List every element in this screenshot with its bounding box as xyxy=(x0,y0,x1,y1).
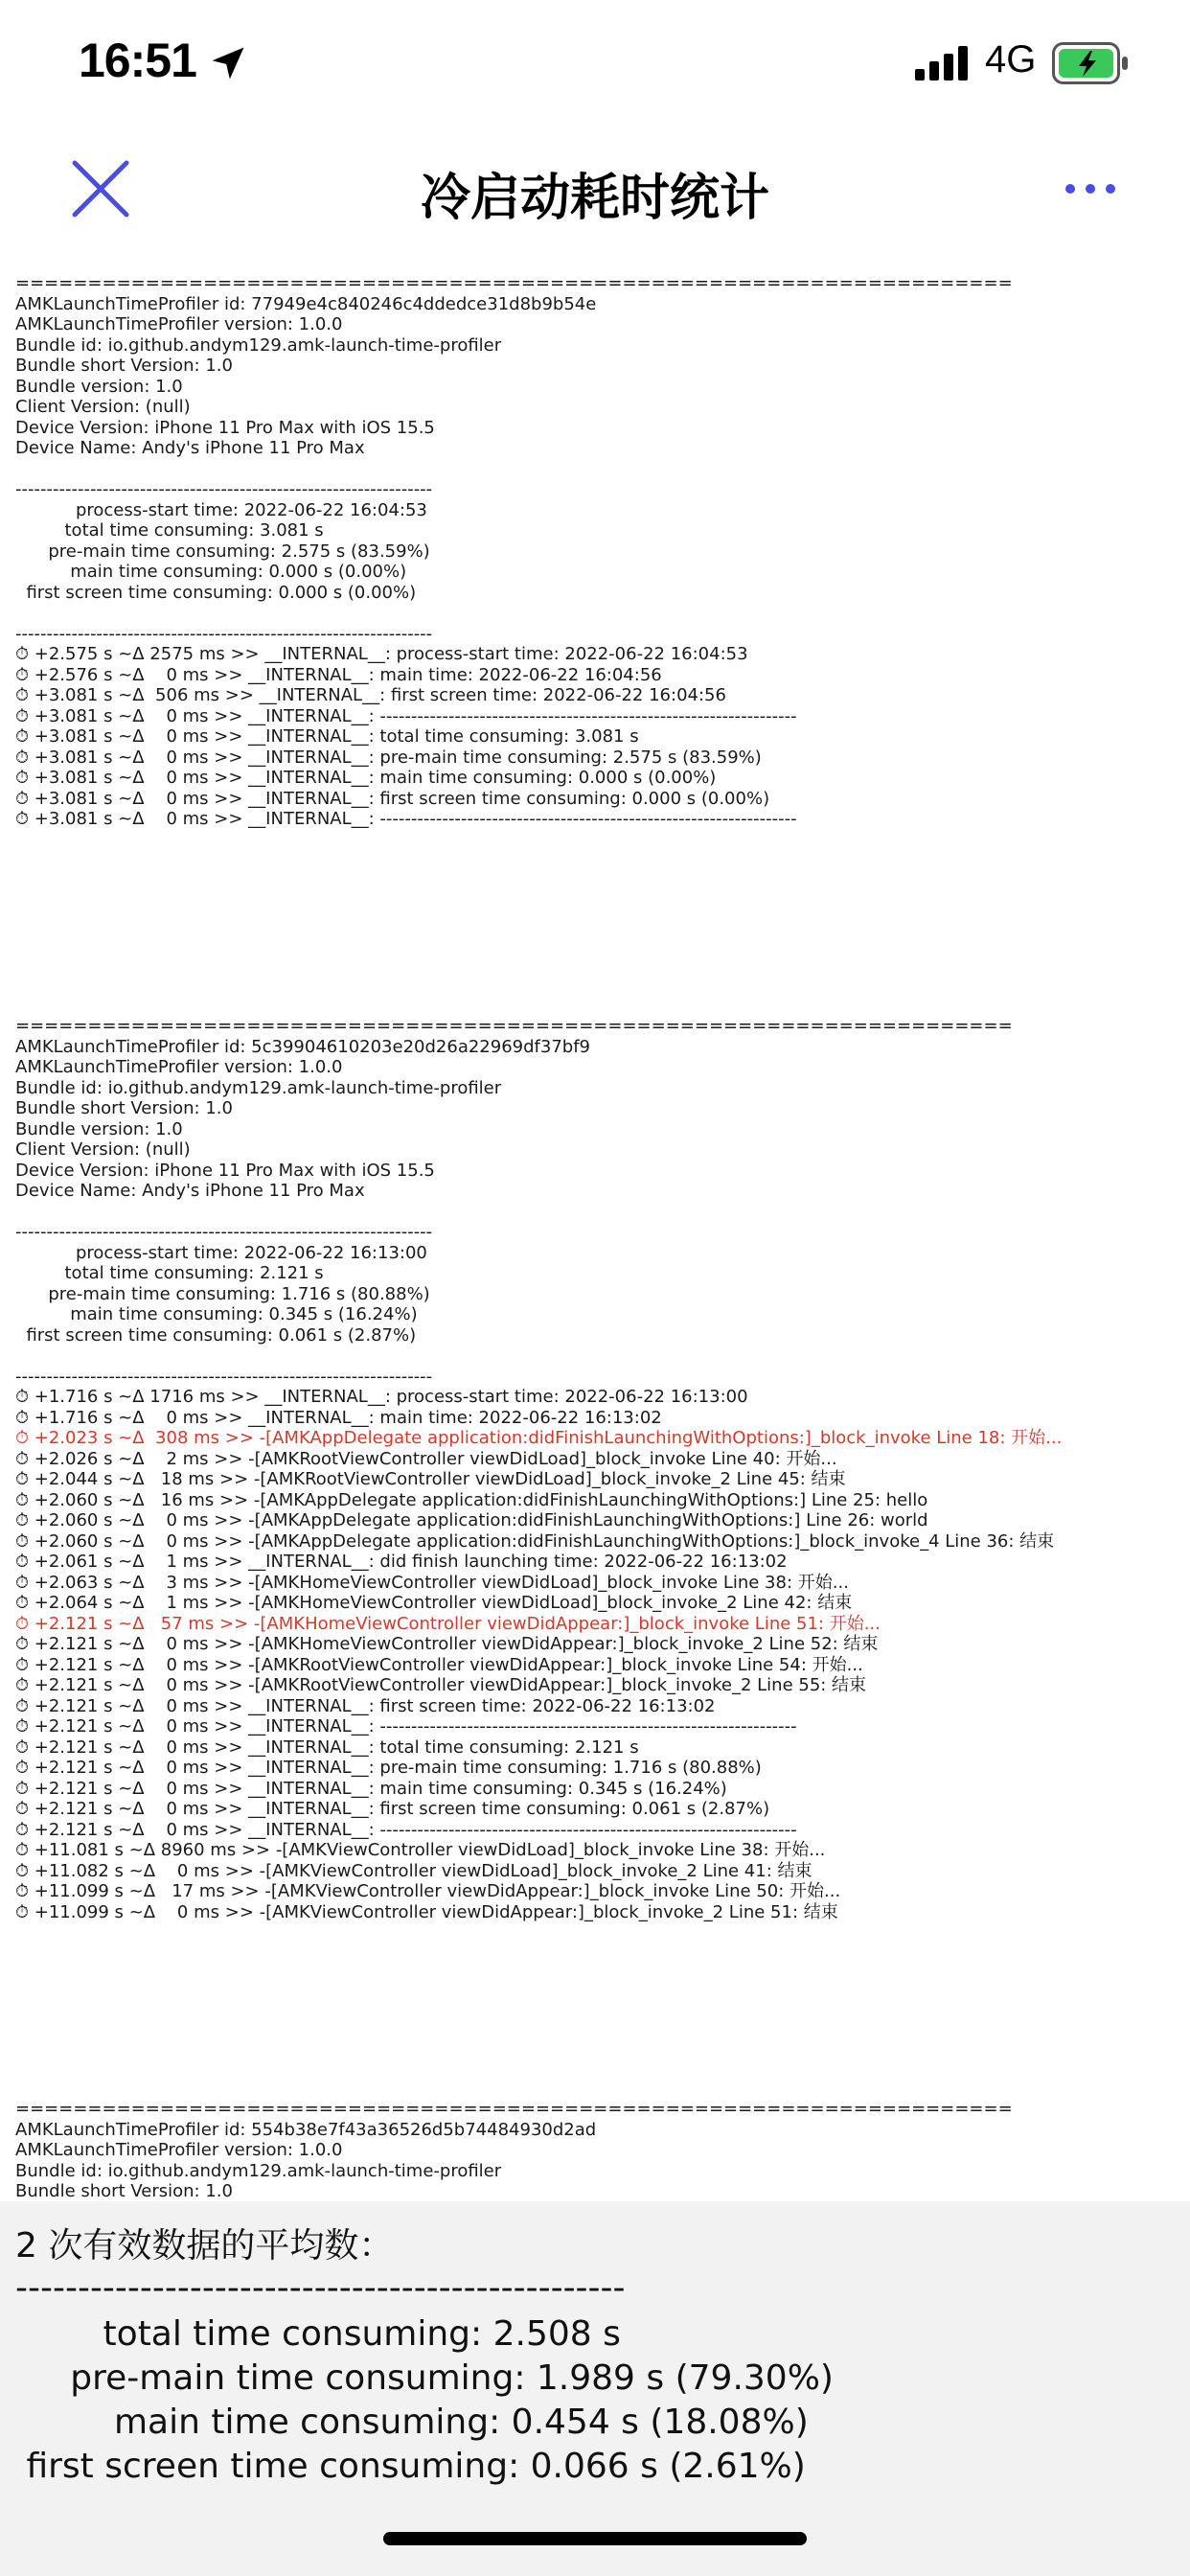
log-line: ⏱ +3.081 s ~Δ 506 ms >> __INTERNAL__: first screen time: 2022-06-22 16:04:56 xyxy=(15,685,726,705)
log-line: ===================================================================== xyxy=(15,1016,1013,1036)
log-line: ⏱ +2.121 s ~Δ 0 ms >> __INTERNAL__: pre-main time consuming: 1.716 s (80.88%) xyxy=(15,1758,762,1778)
log-line: ⏱ +2.026 s ~Δ 2 ms >> -[AMKRootViewController viewDidLoad]_block_invoke Line 40: 开始... xyxy=(15,1448,837,1469)
log-line: ⏱ +2.121 s ~Δ 0 ms >> __INTERNAL__: ------------------------------------------------------------------- xyxy=(15,1819,797,1840)
log-line: Device Version: iPhone 11 Pro Max with iOS 15.5 xyxy=(15,417,435,438)
log-line: ⏱ +11.081 s ~Δ 8960 ms >> -[AMKViewController viewDidLoad]_block_invoke Line 38: 开始... xyxy=(15,1840,826,1860)
log-line: ⏱ +2.121 s ~Δ 0 ms >> __INTERNAL__: first screen time: 2022-06-22 16:13:02 xyxy=(15,1695,716,1716)
network-type-label: 4G xyxy=(985,38,1037,80)
log-line xyxy=(15,459,1184,480)
log-line: ⏱ +3.081 s ~Δ 0 ms >> __INTERNAL__: ------------------------------------------------------------------- xyxy=(15,705,797,726)
summary-divider: ------------------------------------------------- xyxy=(15,2268,626,2308)
log-line: ⏱ +3.081 s ~Δ 0 ms >> __INTERNAL__: ------------------------------------------------------------------- xyxy=(15,809,797,829)
log-line: ⏱ +2.121 s ~Δ 0 ms >> __INTERNAL__: first screen time consuming: 0.061 s (2.87%) xyxy=(15,1799,770,1819)
log-line: Client Version: (null) xyxy=(15,1139,191,1160)
log-line: ⏱ +2.064 s ~Δ 1 ms >> -[AMKHomeViewController viewDidLoad]_block_invoke_2 Line 42: 结束 xyxy=(15,1593,853,1613)
log-line: Client Version: (null) xyxy=(15,397,191,417)
log-line: first screen time consuming: 0.000 s (0.00%) xyxy=(15,582,417,603)
summary-pre-main-time: pre-main time consuming: 1.989 s (79.30%) xyxy=(15,2358,834,2398)
log-line: AMKLaunchTimeProfiler version: 1.0.0 xyxy=(15,1057,343,1077)
log-line: ⏱ +2.121 s ~Δ 0 ms >> -[AMKRootViewController viewDidAppear:]_block_invoke_2 Line 55: 结束 xyxy=(15,1675,867,1695)
status-bar xyxy=(0,0,1190,125)
log-line: ------------------------------------------------------------------- xyxy=(15,1366,433,1387)
log-line: ⏱ +3.081 s ~Δ 0 ms >> __INTERNAL__: total time consuming: 3.081 s xyxy=(15,726,639,747)
log-line: AMKLaunchTimeProfiler id: 5c39904610203e20d26a22969df37bf9 xyxy=(15,1036,590,1057)
log-block xyxy=(15,1016,1184,1922)
log-line: process-start time: 2022-06-22 16:13:00 xyxy=(15,1242,427,1263)
log-line: main time consuming: 0.345 s (16.24%) xyxy=(15,1304,418,1324)
more-button[interactable] xyxy=(1062,159,1119,217)
summary-total-time: total time consuming: 2.508 s xyxy=(15,2314,621,2354)
log-line: ------------------------------------------------------------------- xyxy=(15,479,433,499)
summary-panel xyxy=(0,2201,1190,2576)
log-line: ⏱ +11.099 s ~Δ 17 ms >> -[AMKViewController viewDidAppear:]_block_invoke Line 50: 开始... xyxy=(15,1881,841,1901)
log-line: ===================================================================== xyxy=(15,273,1013,293)
log-line: pre-main time consuming: 2.575 s (83.59%) xyxy=(15,540,430,562)
log-line: process-start time: 2022-06-22 16:04:53 xyxy=(15,499,427,520)
log-line: ⏱ +3.081 s ~Δ 0 ms >> __INTERNAL__: first screen time consuming: 0.000 s (0.00%) xyxy=(15,788,770,809)
status-time: 16:51 xyxy=(79,34,196,87)
log-line: ⏱ +2.121 s ~Δ 0 ms >> __INTERNAL__: main time consuming: 0.345 s (16.24%) xyxy=(15,1778,727,1799)
log-block xyxy=(15,2099,1184,2201)
home-indicator[interactable] xyxy=(383,2532,807,2545)
log-line: ⏱ +2.121 s ~Δ 57 ms >> -[AMKHomeViewController viewDidAppear:]_block_invoke Line 51: 开始... xyxy=(15,1613,881,1634)
log-line: ⏱ +1.716 s ~Δ 0 ms >> __INTERNAL__: main time: 2022-06-22 16:13:02 xyxy=(15,1407,662,1428)
log-line: ⏱ +1.716 s ~Δ 1716 ms >> __INTERNAL__: process-start time: 2022-06-22 16:13:00 xyxy=(15,1387,748,1407)
log-line: AMKLaunchTimeProfiler id: 77949e4c840246c4ddedce31d8b9b54e xyxy=(15,293,597,314)
cellular-signal-icon xyxy=(915,46,969,80)
summary-main-time: main time consuming: 0.454 s (18.08%) xyxy=(15,2403,809,2442)
log-line: Device Name: Andy's iPhone 11 Pro Max xyxy=(15,1181,365,1201)
log-line: Bundle short Version: 1.0 xyxy=(15,2181,233,2201)
log-line: ⏱ +2.121 s ~Δ 0 ms >> -[AMKRootViewController viewDidAppear:]_block_invoke Line 54: 开始... xyxy=(15,1654,863,1675)
log-line: ⏱ +2.575 s ~Δ 2575 ms >> __INTERNAL__: process-start time: 2022-06-22 16:04:53 xyxy=(15,644,748,664)
log-line: ⏱ +2.044 s ~Δ 18 ms >> -[AMKRootViewController viewDidLoad]_block_invoke_2 Line 45: 结束 xyxy=(15,1469,846,1489)
log-line: ⏱ +2.063 s ~Δ 3 ms >> -[AMKHomeViewController viewDidLoad]_block_invoke Line 38: 开始... xyxy=(15,1572,849,1593)
log-line: ⏱ +2.061 s ~Δ 1 ms >> __INTERNAL__: did finish launching time: 2022-06-22 16:13:02 xyxy=(15,1552,788,1572)
log-line: ⏱ +3.081 s ~Δ 0 ms >> __INTERNAL__: main time consuming: 0.000 s (0.00%) xyxy=(15,768,717,788)
log-line: Bundle version: 1.0 xyxy=(15,376,183,397)
location-arrow-icon xyxy=(207,42,249,84)
log-line: ⏱ +2.121 s ~Δ 0 ms >> __INTERNAL__: ------------------------------------------------------------------- xyxy=(15,1716,797,1736)
page-title: 冷启动耗时统计 xyxy=(420,170,769,227)
log-line xyxy=(15,1202,1184,1223)
log-line: Bundle version: 1.0 xyxy=(15,1118,183,1139)
log-line: ⏱ +2.060 s ~Δ 0 ms >> -[AMKAppDelegate application:didFinishLaunchingWithOptions:]_block_invoke_4 Line 36: 结束 xyxy=(15,1530,1055,1552)
log-line: pre-main time consuming: 1.716 s (80.88%) xyxy=(15,1283,430,1304)
log-line: AMKLaunchTimeProfiler id: 554b38e7f43a36526d5b74484930d2ad xyxy=(15,2119,597,2140)
log-line: ⏱ +2.060 s ~Δ 16 ms >> -[AMKAppDelegate application:didFinishLaunchingWithOptions:] Line 25: hello xyxy=(15,1489,928,1510)
log-line: Bundle short Version: 1.0 xyxy=(15,1098,233,1118)
log-line: total time consuming: 3.081 s xyxy=(15,520,324,540)
log-line: main time consuming: 0.000 s (0.00%) xyxy=(15,562,407,582)
log-line: ⏱ +11.082 s ~Δ 0 ms >> -[AMKViewController viewDidLoad]_block_invoke_2 Line 41: 结束 xyxy=(15,1860,812,1881)
log-line: ⏱ +2.576 s ~Δ 0 ms >> __INTERNAL__: main time: 2022-06-22 16:04:56 xyxy=(15,664,662,685)
log-line: AMKLaunchTimeProfiler version: 1.0.0 xyxy=(15,2140,343,2160)
log-line: ⏱ +2.121 s ~Δ 0 ms >> -[AMKHomeViewController viewDidAppear:]_block_invoke_2 Line 52: 结束 xyxy=(15,1634,879,1654)
log-line: ===================================================================== xyxy=(15,2099,1013,2119)
log-line: ------------------------------------------------------------------- xyxy=(15,1222,433,1242)
log-line: ⏱ +3.081 s ~Δ 0 ms >> __INTERNAL__: pre-main time consuming: 2.575 s (83.59%) xyxy=(15,747,762,768)
log-line: Bundle id: io.github.andym129.amk-launch-time-profiler xyxy=(15,2160,502,2181)
log-line: Bundle id: io.github.andym129.amk-launch-time-profiler xyxy=(15,1077,502,1098)
battery-charging-icon xyxy=(1052,42,1131,84)
log-line: ⏱ +2.060 s ~Δ 0 ms >> -[AMKAppDelegate application:didFinishLaunchingWithOptions:] Line 26: world xyxy=(15,1510,928,1530)
summary-first-screen-time: first screen time consuming: 0.066 s (2.61%) xyxy=(15,2447,806,2486)
log-line: total time consuming: 2.121 s xyxy=(15,1263,324,1283)
log-line: AMKLaunchTimeProfiler version: 1.0.0 xyxy=(15,314,343,334)
navigation-bar xyxy=(0,125,1190,259)
log-text-view[interactable] xyxy=(0,273,1190,2201)
log-line: ⏱ +2.121 s ~Δ 0 ms >> __INTERNAL__: total time consuming: 2.121 s xyxy=(15,1736,639,1758)
summary-title: 2 次有效数据的平均数： xyxy=(15,2226,394,2266)
log-line: Device Name: Andy's iPhone 11 Pro Max xyxy=(15,438,365,458)
log-line xyxy=(15,603,1184,624)
log-line xyxy=(15,1346,1184,1367)
log-block xyxy=(15,273,1184,830)
log-line: Bundle id: io.github.andym129.amk-launch-time-profiler xyxy=(15,334,502,356)
log-line: Bundle short Version: 1.0 xyxy=(15,356,233,376)
log-line: ⏱ +2.023 s ~Δ 308 ms >> -[AMKAppDelegate application:didFinishLaunchingWithOptions:]_block_invoke Line 18: 开始... xyxy=(15,1428,1063,1448)
log-line: Device Version: iPhone 11 Pro Max with iOS 15.5 xyxy=(15,1160,435,1181)
log-line: first screen time consuming: 0.061 s (2.87%) xyxy=(15,1324,417,1346)
log-line: ⏱ +11.099 s ~Δ 0 ms >> -[AMKViewController viewDidAppear:]_block_invoke_2 Line 51: 结束 xyxy=(15,1901,838,1922)
log-line: ------------------------------------------------------------------- xyxy=(15,623,433,644)
